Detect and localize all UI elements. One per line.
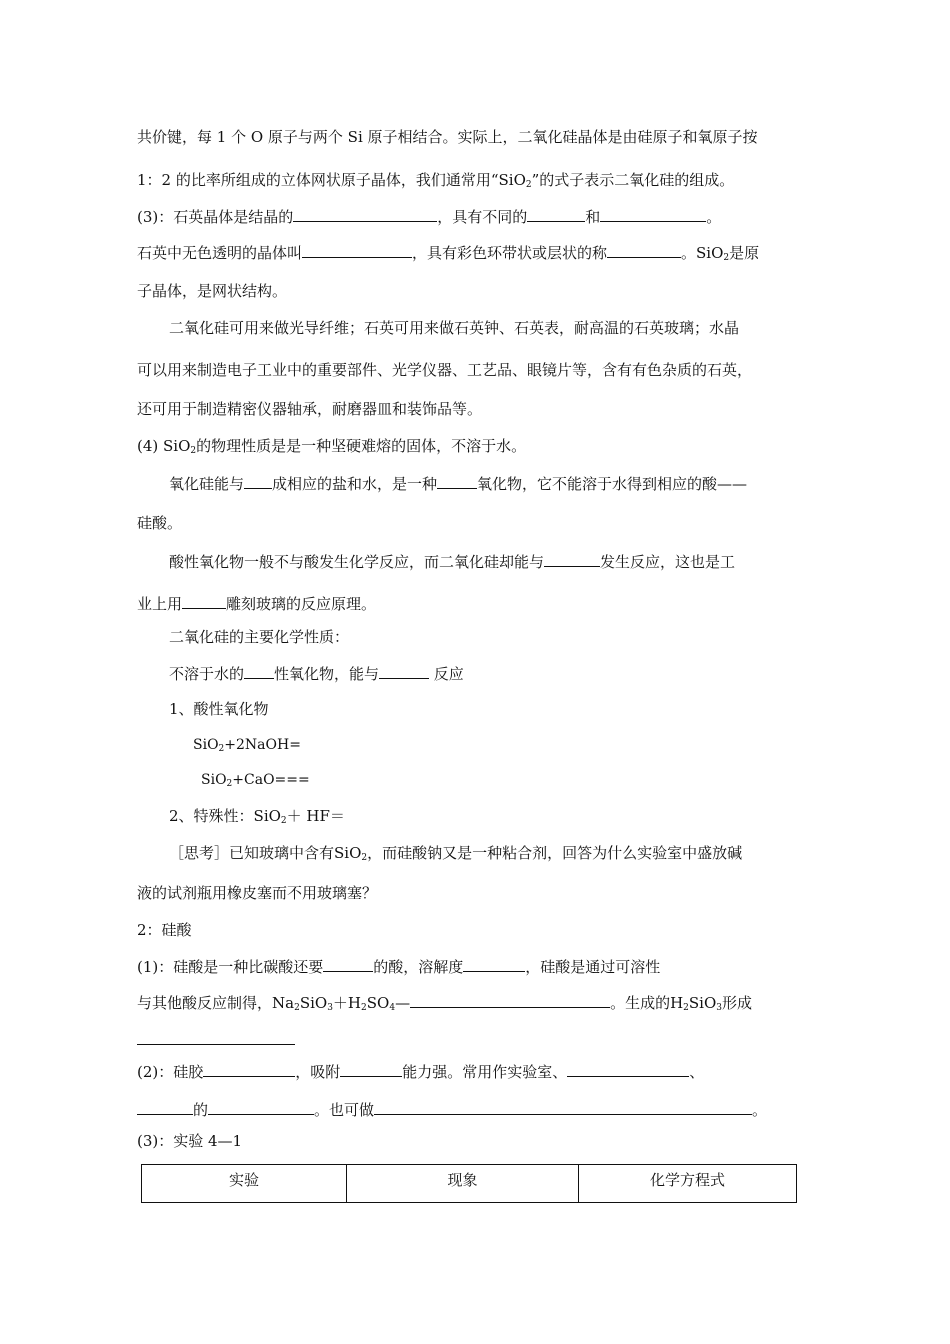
text-line: 1、酸性氧化物	[169, 700, 269, 718]
blank-field[interactable]	[208, 1098, 314, 1115]
text-line: 2、特殊性：SiO$_2$＋ HF＝	[169, 807, 345, 826]
table-header-cell: 实验	[142, 1165, 347, 1203]
text-line: 不溶于水的 性氧化物，能与 反应	[169, 662, 464, 684]
text-line: (3)：实验 4—1	[137, 1132, 243, 1150]
text-line: 还可用于制造精密仪器轴承，耐磨器皿和装饰品等。	[137, 400, 483, 418]
text-line: 液的试剂瓶用橡皮塞而不用玻璃塞？	[137, 884, 378, 902]
text-line: (2)：硅胶 ，吸附 能力强。常用作实验室、 、	[137, 1060, 704, 1082]
text-line: 氧化硅能与 成相应的盐和水，是一种 氧化物，它不能溶于水得到相应的酸——	[169, 472, 747, 494]
blank-field[interactable]	[323, 955, 373, 972]
text-line: (3)：石英晶体是结晶的 ，具有不同的 和 。	[137, 205, 721, 227]
blank-field[interactable]	[463, 955, 525, 972]
table-header-row	[142, 1165, 797, 1203]
blank-field[interactable]	[379, 662, 429, 679]
section-heading: 2：硅酸	[137, 921, 192, 939]
text-line: 子晶体，是网状结构。	[137, 282, 288, 300]
blank-field[interactable]	[182, 592, 226, 609]
table-header-cell: 化学方程式	[579, 1165, 797, 1203]
text-line: 可以用来制造电子工业中的重要部件、光学仪器、工艺品、眼镜片等，含有有色杂质的石英，	[137, 361, 753, 379]
blank-field[interactable]	[567, 1060, 689, 1077]
text-line: ［思考］已知玻璃中含有SiO$_2$，而硅酸钠又是一种粘合剂，回答为什么实验室中盛放碱	[169, 844, 743, 863]
blank-field[interactable]	[527, 205, 585, 222]
blank-field[interactable]	[544, 550, 600, 567]
blank-field[interactable]	[137, 1098, 193, 1115]
equation-line: SiO$_2$+2NaOH=	[193, 737, 301, 754]
blank-field[interactable]	[340, 1060, 402, 1077]
blank-field[interactable]	[600, 205, 706, 222]
equation-line: SiO$_2$+CaO===	[201, 772, 310, 789]
blank-field[interactable]	[244, 662, 274, 679]
text-line: 酸性氧化物一般不与酸发生化学反应，而二氧化硅却能与 发生反应，这也是工	[169, 550, 735, 572]
text-line: 石英中无色透明的晶体叫 ，具有彩色环带状或层状的称 。SiO$_2$是原	[137, 241, 759, 263]
text-line: 业上用 雕刻玻璃的反应原理。	[137, 592, 376, 614]
text-line: 二氧化硅的主要化学性质：	[169, 628, 350, 646]
blank-field[interactable]	[137, 1044, 295, 1045]
text-line: 的 。也可做 。	[137, 1098, 767, 1120]
blank-field[interactable]	[302, 241, 412, 258]
text-line: 硅酸。	[137, 514, 183, 532]
text-line: (1)：硅酸是一种比碳酸还要 的酸，溶解度 ，硅酸是通过可溶性	[137, 955, 660, 977]
blank-field[interactable]	[374, 1098, 752, 1115]
text-line: 1：2 的比率所组成的立体网状原子晶体，我们通常用“SiO$_2$”的式子表示二氧化硅的组成。	[137, 171, 735, 190]
blank-field[interactable]	[410, 991, 610, 1008]
blank-field[interactable]	[203, 1060, 295, 1077]
blank-field[interactable]	[437, 472, 477, 489]
blank-field[interactable]	[293, 205, 437, 222]
text-line: (4) SiO$_2$的物理性质是是一种坚硬难熔的固体，不溶于水。	[137, 437, 527, 456]
blank-field[interactable]	[244, 472, 272, 489]
table-header-cell: 现象	[347, 1165, 579, 1203]
text-line: 共价键，每 1 个 O 原子与两个 Si 原子相结合。实际上，二氧化硅晶体是由硅原子和氧原子按	[137, 128, 758, 146]
text-line: 与其他酸反应制得，$Na_2SiO_3+H_2SO_4—$ 。生成的$H_2SiO_3$形成	[137, 991, 752, 1013]
experiment-table	[141, 1164, 797, 1203]
text-line: 二氧化硅可用来做光导纤维；石英可用来做石英钟、石英表，耐高温的石英玻璃；水晶	[169, 319, 740, 337]
blank-field[interactable]	[607, 241, 681, 258]
